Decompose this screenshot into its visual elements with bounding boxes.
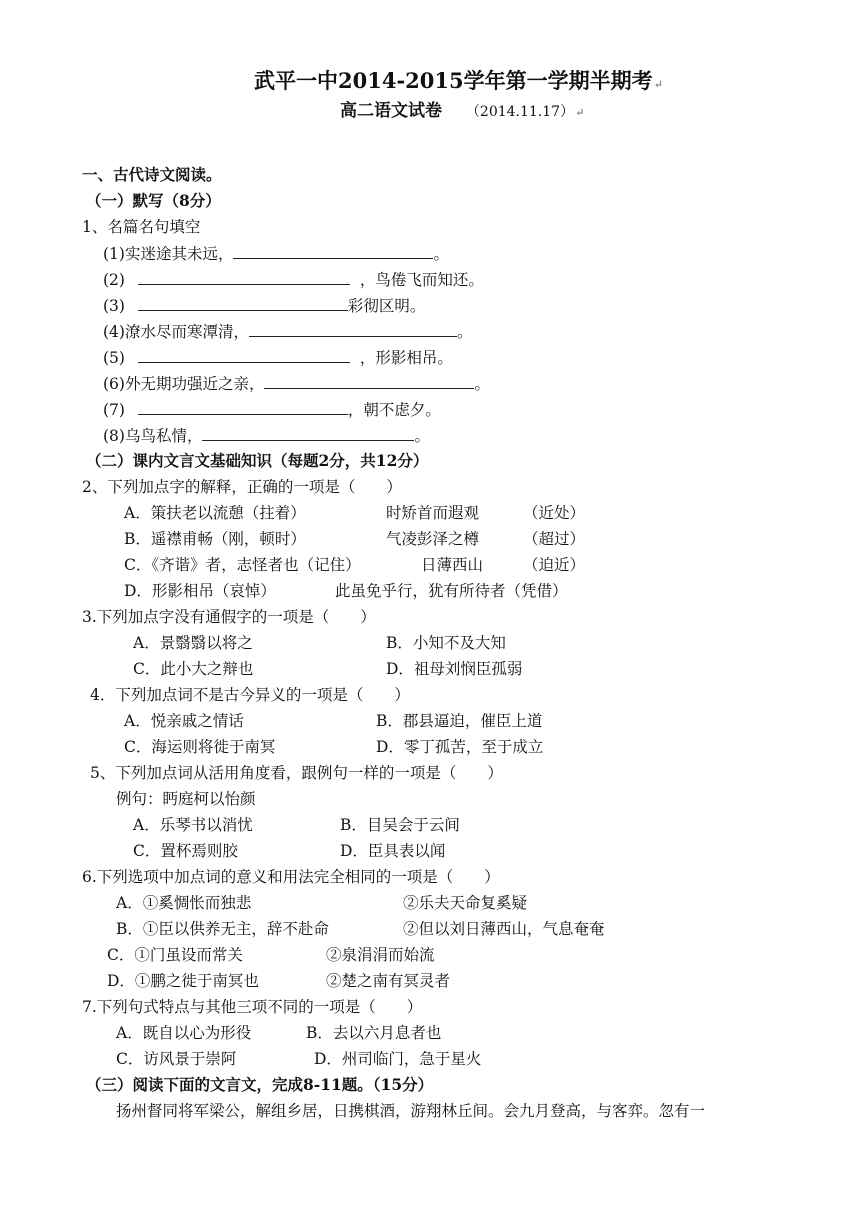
option-text: A．乐琴书以消忧: [133, 816, 253, 834]
option-text: （超过）: [523, 530, 586, 548]
option-text: D．①鹏之徙于南冥也: [107, 972, 259, 990]
option-text: A．既自以心为形役: [116, 1024, 252, 1042]
passage-text: 扬州督同将军梁公，解组乡居，日携棋酒，游翔林丘间。会九月登高，与客弈。忽有一: [116, 1102, 706, 1120]
fill-line-3: (3) 彩彻区明。: [103, 294, 425, 317]
option-text: 气凌彭泽之樽: [386, 530, 480, 548]
option-text: B．去以六月息者也: [306, 1024, 442, 1042]
option-text: D．零丁孤苦，至于成立: [376, 738, 544, 756]
option-text: 此虽免乎行，犹有所待者（凭借）: [335, 582, 568, 600]
option-text: D．州司临门，急于星火: [314, 1050, 482, 1068]
question-stem: 3.下列加点字没有通假字的一项是（ ）: [82, 608, 376, 626]
option-text: B．①臣以供养无主，辞不赴命: [116, 920, 329, 938]
part-heading: （一）默写（8分）: [86, 191, 221, 210]
option-text: B．目吴会于云间: [340, 816, 460, 834]
answer-blank[interactable]: [264, 372, 474, 389]
option-text: 时矫首而遐观: [386, 504, 480, 522]
question-stem: 4．下列加点词不是古今异义的一项是（ ）: [90, 686, 410, 704]
option-text: 日薄西山: [421, 556, 484, 574]
option-text: C．置杯焉则胶: [133, 842, 238, 860]
question-stem: 2、下列加点字的解释，正确的一项是（ ）: [82, 478, 402, 496]
example-sentence: 例句：眄庭柯以怡颜: [116, 790, 256, 808]
exam-subtitle: 高二语文试卷 （2014.11.17）↵: [340, 101, 585, 121]
answer-blank[interactable]: [138, 398, 348, 415]
option-text: B．小知不及大知: [386, 634, 506, 652]
question-title: 1、名篇名句填空: [82, 218, 201, 236]
question-stem: 5、下列加点词从活用角度看，跟例句一样的一项是（ ）: [90, 764, 503, 782]
answer-blank[interactable]: [202, 424, 414, 441]
fill-line-4: (4)潦水尽而寒潭清， 。: [103, 320, 472, 343]
option-text: B．遥襟甫畅（刚，顿时）: [124, 530, 306, 548]
answer-blank[interactable]: [233, 242, 433, 259]
question-stem: 7.下列句式特点与其他三项不同的一项是（ ）: [82, 998, 423, 1016]
option-text: C．访风景于崇阿: [116, 1050, 237, 1068]
answer-blank[interactable]: [138, 294, 348, 311]
option-text: D．形影相吊（哀悼）: [124, 582, 276, 600]
option-text: A．策扶老以流憩（拄着）: [124, 504, 306, 522]
option-text: ②但以刘日薄西山，气息奄奄: [403, 920, 605, 938]
option-text: C．海运则将徙于南冥: [124, 738, 276, 756]
paragraph-mark-icon: ↵: [575, 106, 585, 119]
option-text: A．景翳翳以将之: [133, 634, 253, 652]
option-text: C．①门虽设而常关: [107, 946, 243, 964]
option-text: ②楚之南有冥灵者: [326, 972, 451, 990]
option-text: ②泉涓涓而始流: [326, 946, 435, 964]
option-text: B．郡县逼迫，催臣上道: [376, 712, 543, 730]
option-text: A．①奚惆怅而独悲: [116, 894, 252, 912]
answer-blank[interactable]: [138, 268, 350, 285]
option-text: A．悦亲戚之情话: [124, 712, 244, 730]
fill-line-2: (2) ，鸟倦飞而知还。: [103, 268, 484, 291]
option-text: ②乐夫天命复奚疑: [403, 894, 528, 912]
part-heading: （二）课内文言文基础知识（每题2分，共12分）: [86, 451, 429, 470]
option-text: D．祖母刘悯臣孤弱: [386, 660, 523, 678]
section-heading: 一、古代诗文阅读。: [82, 165, 222, 184]
fill-line-8: (8)乌鸟私情， 。: [103, 424, 430, 447]
paragraph-mark-icon: ↵: [653, 78, 663, 91]
exam-date: （2014.11.17）: [465, 104, 575, 120]
question-stem: 6.下列选项中加点词的意义和用法完全相同的一项是（ ）: [82, 868, 500, 886]
fill-line-1: (1)实迷途其未远， 。: [103, 242, 449, 265]
answer-blank[interactable]: [249, 320, 457, 337]
option-text: C．此小大之辩也: [133, 660, 254, 678]
option-text: C．《齐谐》者，志怪者也（记住）: [124, 556, 361, 574]
fill-line-6: (6)外无期功强近之亲， 。: [103, 372, 490, 395]
option-text: D．臣具表以闻: [340, 842, 446, 860]
fill-line-5: (5) ，形影相吊。: [103, 346, 453, 369]
fill-line-7: (7) ，朝不虑夕。: [103, 398, 441, 421]
option-text: （近处）: [523, 504, 586, 522]
option-text: （迫近）: [523, 556, 586, 574]
part-heading: （三）阅读下面的文言文，完成8-11题。（15分）: [86, 1075, 434, 1094]
answer-blank[interactable]: [138, 346, 350, 363]
exam-title: 武平一中2014-2015学年第一学期半期考↵: [254, 68, 663, 93]
